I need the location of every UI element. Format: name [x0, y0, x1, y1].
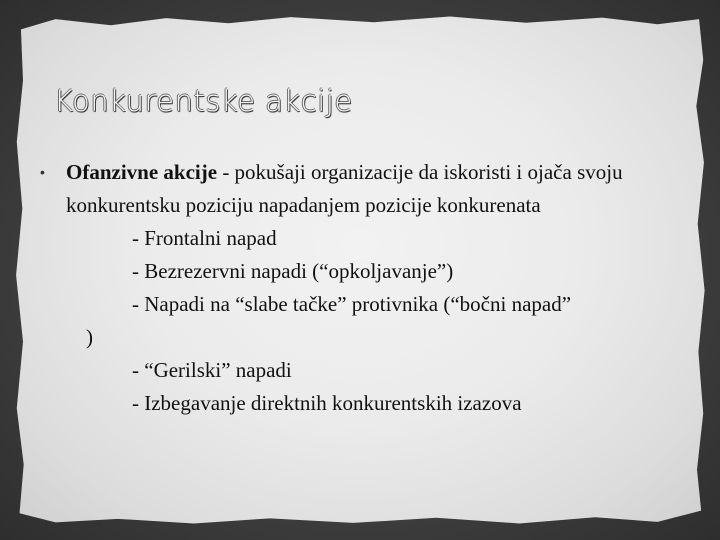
- sub-item: - “Gerilski” napadi: [132, 358, 292, 382]
- sub-item: - Izbegavanje direktnih konkurentskih izazova: [132, 391, 522, 415]
- sub-item: - Napadi na “slabe tačke” protivnika (“bočni napad”: [132, 292, 572, 316]
- bullet-item: [40, 156, 680, 222]
- sub-item: - Frontalni napad: [132, 226, 277, 250]
- slide-title: Konkurentske akcije: [54, 84, 353, 118]
- bullet-text: - pokušaji organizacije da iskoristi i ojača svoju konkurentsku poziciju napadanjem pozicije konkurenata: [66, 160, 623, 217]
- bullet-dot-icon: •: [40, 164, 45, 180]
- slide-content: [40, 156, 680, 420]
- sub-item: - Bezrezervni napadi (“opkoljavanje”): [132, 259, 454, 283]
- closing-paren: ): [86, 325, 93, 349]
- bullet-term: Ofanzivne akcije: [66, 160, 218, 184]
